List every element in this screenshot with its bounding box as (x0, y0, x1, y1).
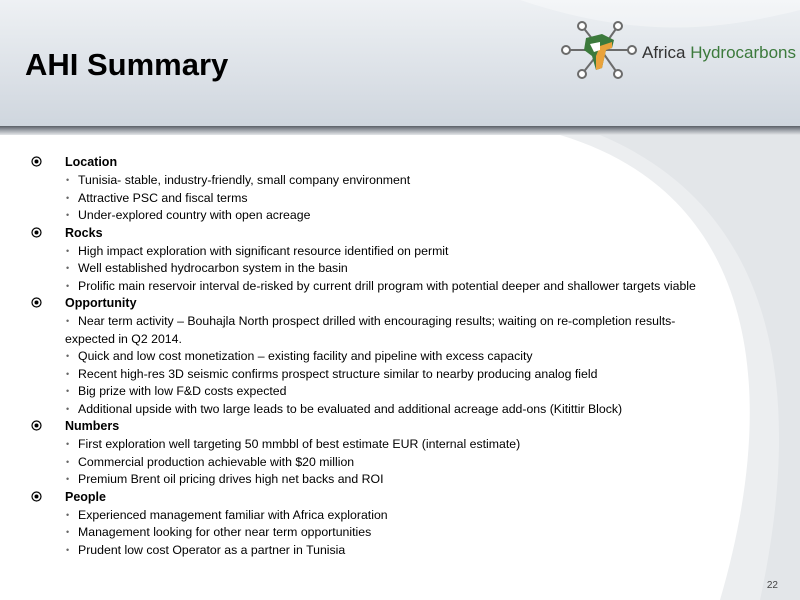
section-header (0, 154, 800, 172)
bullet-dot-icon: • (66, 403, 70, 414)
list-item: • Big prize with low F&D costs expected (0, 383, 800, 401)
target-bullet-icon (31, 420, 42, 431)
bullet-dot-icon: • (66, 210, 70, 220)
page-number: 22 (766, 580, 778, 591)
target-bullet-icon (31, 297, 42, 308)
list-item: • Near term activity – Bouhajla North prospect drilled with encouraging results; waiting on re-completion results- expected in Q2 2014. (0, 313, 800, 348)
section-opportunity (0, 295, 800, 418)
bullet-dot-icon: • (66, 509, 70, 520)
list-item: • Commercial production achievable with $20 million (0, 454, 800, 472)
target-bullet-icon (31, 491, 42, 502)
section-label: Rocks (65, 225, 103, 240)
section-header (0, 225, 800, 243)
bullet-dot-icon: • (66, 263, 70, 273)
section-header (0, 489, 800, 507)
list-item: • Tunisia- stable, industry-friendly, small company environment (0, 172, 800, 190)
bullet-dot-icon: • (66, 368, 70, 379)
bullet-dot-icon: • (66, 192, 70, 203)
section-header (0, 295, 800, 313)
bullet-dot-icon: • (66, 439, 70, 449)
section-header (0, 418, 800, 436)
target-bullet-icon (31, 227, 42, 238)
bullet-dot-icon: • (66, 280, 70, 291)
list-item: • Well established hydrocarbon system in the basin (0, 260, 800, 278)
bullet-dot-icon: • (66, 316, 70, 326)
list-item-continuation: expected in Q2 2014. (65, 331, 182, 346)
section-label: Opportunity (65, 296, 137, 310)
list-item: • Experienced management familiar with Africa exploration (0, 507, 800, 525)
list-item: • Quick and low cost monetization – existing facility and pipeline with excess capacity (0, 348, 800, 366)
list-item: • Additional upside with two large leads to be evaluated and additional acreage add-ons (Kitittir Block) (0, 401, 800, 419)
company-logo (556, 12, 796, 88)
logo-network-icon (556, 12, 646, 88)
list-item: • High impact exploration with significant resource identified on permit (0, 243, 800, 261)
list-item: • Premium Brent oil pricing drives high net backs and ROI (0, 471, 800, 489)
header-divider (0, 126, 800, 135)
list-item: • First exploration well targeting 50 mmbbl of best estimate EUR (internal estimate) (0, 436, 800, 454)
list-item: • Recent high-res 3D seismic confirms prospect structure similar to nearby producing analog field (0, 366, 800, 384)
section-people (0, 489, 800, 560)
page-title: AHI Summary (25, 47, 229, 82)
bullet-dot-icon: • (66, 386, 70, 396)
logo-wordmark: Africa Hydrocarbons (642, 43, 797, 62)
section-rocks (0, 225, 800, 296)
list-item: • Attractive PSC and fiscal terms (0, 190, 800, 208)
bullet-dot-icon: • (66, 527, 70, 537)
bullet-dot-icon: • (66, 245, 70, 256)
section-label: People (65, 489, 106, 504)
list-item: • Prudent low cost Operator as a partner in Tunisia (0, 542, 800, 560)
bullet-dot-icon: • (66, 474, 70, 484)
section-label: Location (65, 155, 118, 169)
bullet-dot-icon: • (66, 351, 70, 361)
section-location (0, 154, 800, 225)
bullet-dot-icon: • (66, 544, 70, 555)
list-item: • Management looking for other near term opportunities (0, 524, 800, 542)
section-numbers (0, 418, 800, 489)
summary-content (0, 154, 800, 559)
list-item: • Prolific main reservoir interval de-risked by current drill program with potential deeper and shallower targets viable (0, 278, 800, 296)
bullet-dot-icon: • (66, 175, 70, 185)
slide-header (0, 0, 800, 126)
section-label: Numbers (65, 419, 120, 433)
list-item: • Under-explored country with open acreage (0, 207, 800, 225)
target-bullet-icon (31, 156, 42, 167)
bullet-dot-icon: • (66, 456, 70, 467)
